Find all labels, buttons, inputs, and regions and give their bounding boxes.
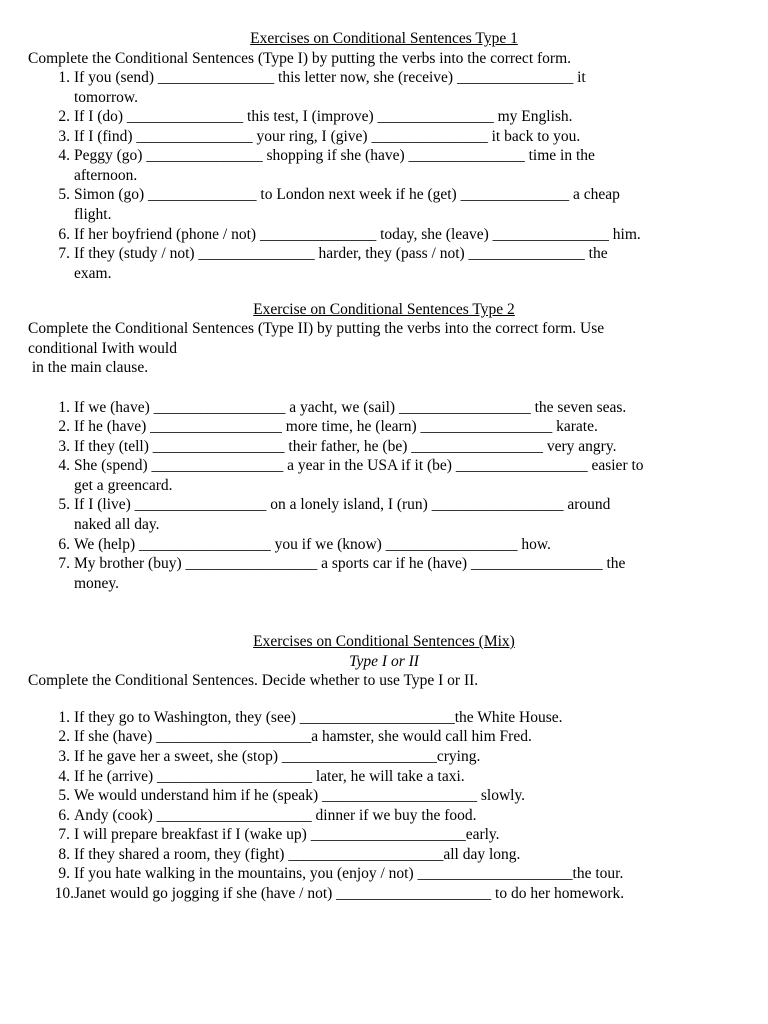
item-number: 1. [58,709,70,726]
item-number: 2. [58,108,70,125]
item-line: naked all day. [74,516,160,533]
item-line: If I (find) _______________ your ring, I (give) _______________ it back to you. [74,128,581,145]
section2-instruction-line-3: in the main clause. [28,359,149,376]
item-number: 10. [54,885,74,902]
item-number: 1. [58,69,70,86]
item-number: 3. [58,748,70,765]
item-number: 3. [58,438,70,455]
item-line: If they shared a room, they (fight) ____________________all day long. [74,846,521,863]
item-line: If I (do) _______________ this test, I (improve) _______________ my English. [74,108,573,125]
item-number: 4. [58,768,70,785]
item-number: 1. [58,399,70,416]
item-line: We would understand him if he (speak) ____________________ slowly. [74,787,526,804]
item-line: If we (have) _________________ a yacht, we (sail) _________________ the seven seas. [74,399,627,416]
item-line: If they go to Washington, they (see) ____________________the White House. [74,709,563,726]
item-line: If he gave her a sweet, she (stop) ____________________crying. [74,748,481,765]
item-line: If he (have) _________________ more time, he (learn) _________________ karate. [74,418,598,435]
item-line: Janet would go jogging if she (have / not) ____________________ to do her homework. [74,885,625,902]
item-line: flight. [74,206,112,223]
item-number: 5. [58,186,70,203]
item-line: If she (have) ____________________a hamster, she would call him Fred. [74,728,532,745]
item-number: 5. [58,787,70,804]
item-number: 9. [58,865,70,882]
item-line: If her boyfriend (phone / not) _______________ today, she (leave) _______________ him. [74,226,641,243]
item-number: 4. [58,457,70,474]
section1-instruction: Complete the Conditional Sentences (Type I) by putting the verbs into the correct form. [28,49,571,67]
item-number: 8. [58,846,70,863]
item-line: If you hate walking in the mountains, you (enjoy / not) ____________________the tour. [74,865,624,882]
item-line: She (spend) _________________ a year in the USA if it (be) _________________ easier to [74,457,644,474]
item-line: If they (tell) _________________ their father, he (be) _________________ very angry. [74,438,617,455]
item-number: 2. [58,418,70,435]
item-line: We (help) _________________ you if we (know) _________________ how. [74,536,551,553]
item-number: 2. [58,728,70,745]
item-number: 7. [58,555,70,572]
item-number: 5. [58,496,70,513]
section2-instruction-line-1: Complete the Conditional Sentences (Type II) by putting the verbs into the correct form. Use [28,320,605,337]
section3-instruction: Complete the Conditional Sentences. Decide whether to use Type I or II. [28,672,479,689]
section1-title: Exercises on Conditional Sentences Type 1 [250,30,518,47]
item-line: If you (send) _______________ this letter now, she (receive) _______________ it [74,69,586,86]
item-number: 6. [58,536,70,553]
item-line: get a greencard. [74,477,173,494]
item-number: 6. [58,807,70,824]
section3-subtitle: Type I or II [349,653,419,670]
item-line: Peggy (go) _______________ shopping if she (have) _______________ time in the [74,147,595,164]
item-line: money. [74,575,120,592]
section3-title: Exercises on Conditional Sentences (Mix) [253,633,515,650]
section2-instruction-line-2: conditional Iwith would [28,340,177,357]
item-number: 6. [58,226,70,243]
section2-title: Exercise on Conditional Sentences Type 2 [253,301,515,318]
item-line: If they (study / not) _______________ harder, they (pass / not) _______________ the [74,245,608,262]
item-number: 3. [58,128,70,145]
item-line: tomorrow. [74,89,138,106]
item-line: I will prepare breakfast if I (wake up) ____________________early. [74,826,500,843]
item-line: My brother (buy) _________________ a sports car if he (have) _________________ the [74,555,626,572]
item-line: If he (arrive) ____________________ later, he will take a taxi. [74,768,465,785]
item-line: Simon (go) ______________ to London next week if he (get) ______________ a cheap [74,186,620,203]
item-line: Andy (cook) ____________________ dinner if we buy the food. [74,807,477,824]
item-number: 7. [58,245,70,262]
item-number: 7. [58,826,70,843]
item-line: afternoon. [74,167,138,184]
item-line: exam. [74,265,112,282]
item-number: 4. [58,147,70,164]
item-line: If I (live) _________________ on a lonely island, I (run) _________________ around [74,496,611,513]
